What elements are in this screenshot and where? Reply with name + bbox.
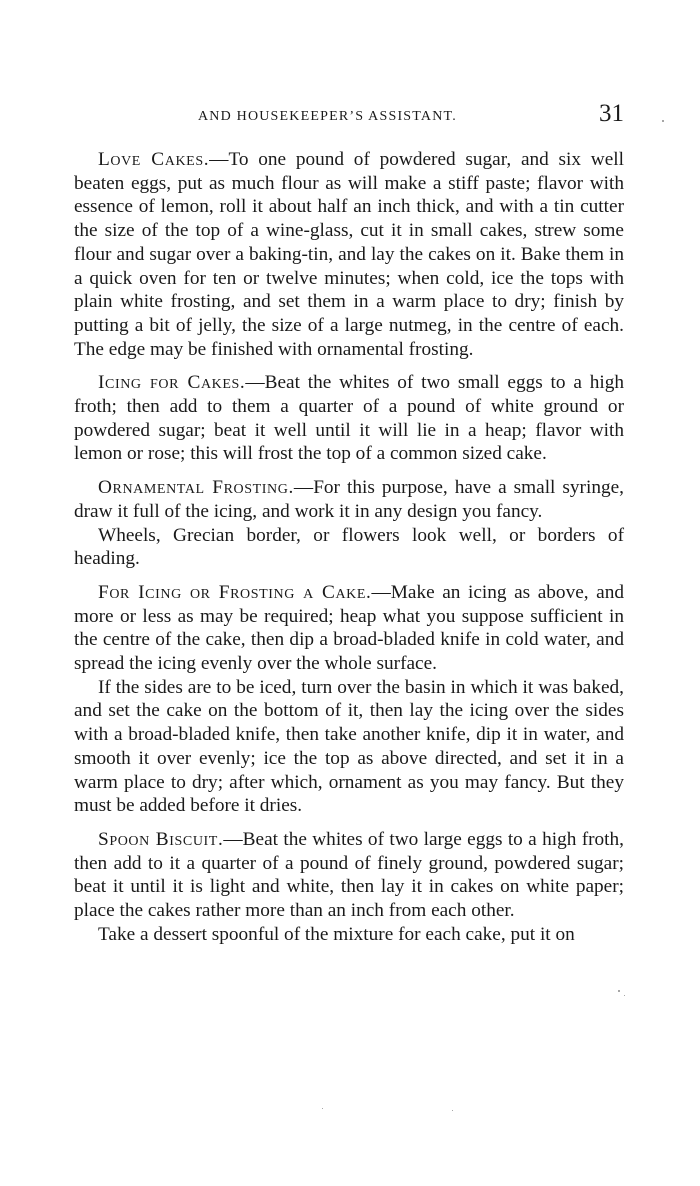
page-number: 31 — [599, 100, 624, 127]
paragraph-dessert-spoonful — [74, 923, 624, 947]
paragraph-text: —To one pound of powdered sugar, and six well beaten eggs, put as much flour as will make a stiff paste; flavor with essence of lemon, roll it about half an inch thick, and with a tin cutter the size of the top of a wine-glass, cut it in small cakes, strew some flour and sugar over a baking-tin, and lay the cakes on it. Bake them in a quick oven for ten or twelve minutes; when cold, ice the tops with plain white frosting, and set them in a warm place to dry; finish by putting a bit of jelly, the size of a large nutmeg, in the centre of each. The edge may be finished with ornamental frosting. — [74, 149, 625, 360]
body-text — [74, 148, 624, 947]
paper-speck — [624, 995, 625, 996]
paragraph-text: —Make an icing as above, and more or less as may be required; heap what you suppose sufficient in the centre of the cake, then dip a broad-bladed knife in cold water, and spread the icing evenly over the whole surface. — [74, 581, 625, 675]
paragraph-text: —Beat the whites of two large eggs to a high froth, then add to it a quarter of a pound of finely ground, powdered sugar; beat it until it is light and white, then lay it in cakes on white paper; place the cakes rather more than an inch from each other. — [74, 828, 624, 922]
paragraph-text: If the sides are to be iced, turn over the basin in which it was baked, and set the cake on the bottom of it, then lay the icing over the sides with a broad-bladed knife, then take another knife, dip it in water, and smooth it over evenly; ice the top as above directed, and set it in a warm place to dry; after which, ornament as you may fancy. But they must be added before it dries. — [74, 676, 624, 817]
paragraph-text: Take a dessert spoonful of the mixture for each cake, put it on — [98, 923, 575, 945]
paper-speck — [618, 990, 620, 992]
running-head — [74, 100, 624, 130]
recipe-heading: Icing for Cakes. — [98, 372, 246, 394]
paper-speck — [662, 120, 664, 122]
paragraph-icing-sides — [74, 676, 624, 818]
recipe-heading: For Icing or Frosting a Cake. — [98, 581, 372, 603]
paragraph-text: —For this purpose, have a small syringe, draw it full of the icing, and work it in any design you fancy. — [74, 477, 624, 522]
recipe-heading: Spoon Biscuit. — [98, 828, 224, 850]
paper-speck — [452, 1110, 453, 1111]
paper-speck — [322, 1108, 323, 1109]
paragraph-icing-for-cakes — [74, 371, 624, 466]
paragraph-text: Wheels, Grecian border, or flowers look well, or borders of heading. — [74, 524, 624, 570]
recipe-heading: Ornamental Frosting. — [98, 477, 294, 499]
recipe-heading: Love Cakes. — [98, 149, 210, 170]
running-title: AND HOUSEKEEPER’S ASSISTANT. — [198, 109, 457, 124]
paragraph-ornamental-frosting — [74, 476, 624, 523]
paragraph-love-cakes — [74, 148, 624, 361]
paragraph-icing-a-cake — [74, 581, 624, 676]
paragraph-wheels — [74, 524, 624, 571]
paragraph-text: —Beat the whites of two small eggs to a high froth; then add to them a quarter of a pound of white ground or powdered sugar; beat it well until it will lie in a heap; flavor with lemon or rose; this will frost the top of a common sized cake. — [74, 372, 625, 465]
paragraph-spoon-biscuit — [74, 828, 624, 923]
